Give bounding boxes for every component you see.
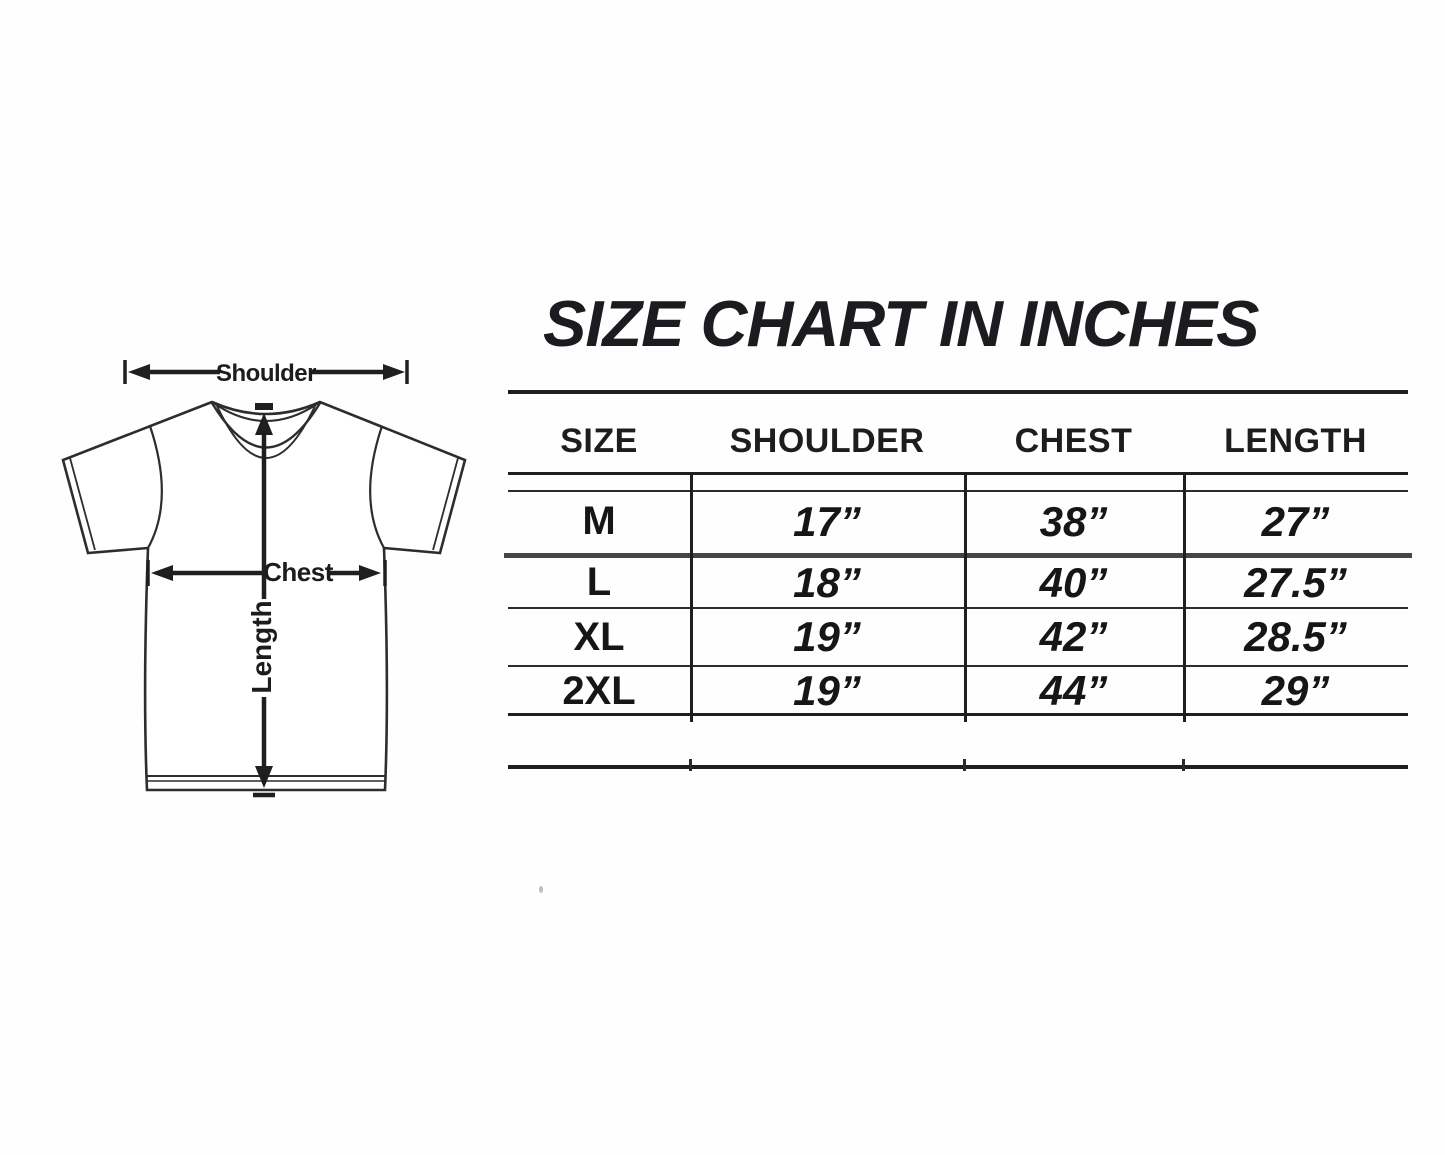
chest-label: Chest [263,557,333,587]
scan-artifact-dot [539,886,543,893]
size-value: XL [573,614,625,659]
chest-value: 44” [1039,667,1108,714]
footer-tick-1 [689,759,692,771]
size-value: 2XL [562,668,636,713]
table-row-l [508,558,1408,607]
shoulder-label: Shoulder [215,360,317,387]
size-value: M [582,499,616,543]
shoulder-value: 19” [793,613,861,660]
length-value: 27” [1261,497,1330,545]
length-value: 29” [1261,667,1330,714]
table-row-2xl [508,667,1408,713]
chest-value: 40” [1039,558,1108,606]
collar-top-mark [255,403,273,410]
tshirt-diagram-svg [50,340,480,810]
table-row-m [508,490,1408,553]
length-value: 28.5” [1244,613,1347,660]
shoulder-value: 17” [793,497,861,545]
tshirt-diagram [50,340,480,810]
footer-tick-3 [1182,759,1185,771]
size-chart-table [508,390,1408,800]
page-title: SIZE CHART IN INCHES [543,287,1259,360]
chest-value: 42” [1039,613,1108,660]
footer-tick-2 [963,759,966,771]
header-bottom-rule [508,472,1408,475]
length-label: Length [246,600,277,694]
chest-value: 38” [1039,497,1108,545]
length-value: 27.5” [1244,558,1347,606]
shoulder-value: 19” [793,667,861,714]
table-row-xl [508,609,1408,665]
header-cell-size: SIZE [560,421,638,460]
header-cell-length: LENGTH [1224,421,1367,460]
table-header-row [508,410,1408,472]
footer-rule [508,765,1408,769]
header-cell-shoulder: SHOULDER [729,421,925,460]
table-top-rule [508,390,1408,394]
header-cell-chest: CHEST [1014,421,1133,460]
size-value: L [586,560,612,604]
shoulder-value: 18” [793,558,861,606]
